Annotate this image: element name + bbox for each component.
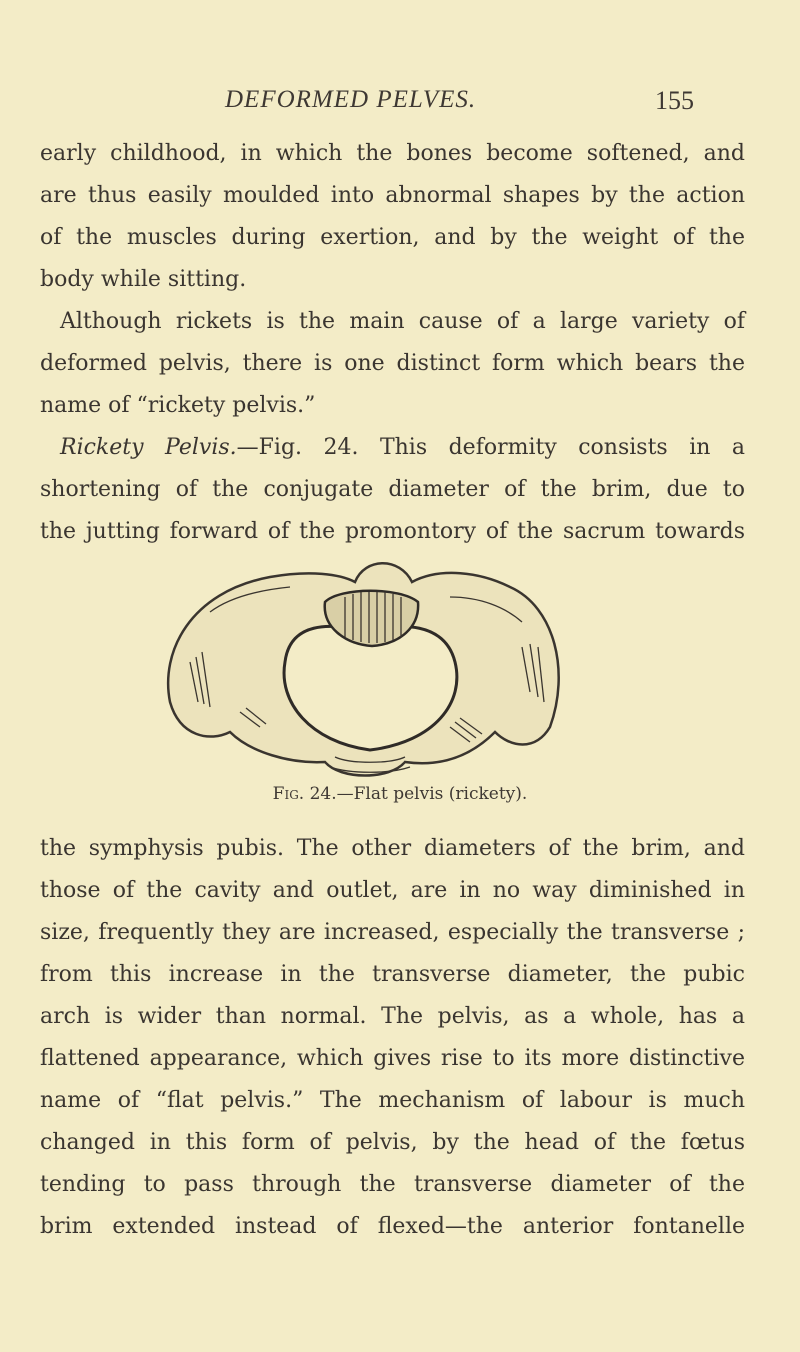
text-line: name of “rickety pelvis.” [40, 393, 316, 418]
text-line: name of “flat pelvis.” The mechanism of labour is much [40, 1088, 745, 1113]
body-text-bottom [40, 828, 745, 1248]
text-line: size, frequently they are increased, especially the transverse ; [40, 920, 745, 945]
pelvis-drawing [150, 552, 580, 782]
text-line [40, 427, 745, 469]
text-line: changed in this form of pelvis, by the head of the fœtus [40, 1130, 745, 1155]
text-line: shortening of the conjugate diameter of the brim, due to [40, 477, 745, 502]
section-heading-rickety-pelvis: Rickety Pelvis. [60, 435, 237, 460]
text-line: are thus easily moulded into abnormal shapes by the action [40, 183, 745, 208]
running-head: DEFORMED PELVES. [225, 86, 477, 113]
flat-pelvis-illustration [150, 552, 580, 782]
figure-label: Fig. 24. [272, 784, 337, 804]
text-line: body while sitting. [40, 267, 247, 292]
text-line: flattened appearance, which gives rise to its more distinctive [40, 1046, 745, 1071]
figure-caption [0, 784, 800, 804]
text-line: early childhood, in which the bones become softened, and [40, 141, 745, 166]
body-text-top [40, 133, 745, 553]
text-line: of the muscles during exertion, and by the weight of the [40, 225, 745, 250]
text-line: tending to pass through the transverse diameter of the [40, 1172, 745, 1197]
text-line: the jutting forward of the promontory of the sacrum towards [40, 519, 745, 544]
text-line: Although rickets is the main cause of a large variety of [60, 309, 745, 334]
figure-caption-text: —Flat pelvis (rickety). [336, 784, 528, 804]
text-line: from this increase in the transverse diameter, the pubic [40, 962, 745, 987]
page-header [0, 86, 800, 118]
text-fragment: —Fig. 24. This deformity consists in a [236, 435, 745, 460]
text-line: those of the cavity and outlet, are in no way diminished in [40, 878, 745, 903]
text-line: brim extended instead of flexed—the anterior fontanelle [40, 1214, 745, 1239]
text-line: the symphysis pubis. The other diameters of the brim, and [40, 836, 745, 861]
page-number: 155 [655, 86, 694, 115]
text-line: deformed pelvis, there is one distinct form which bears the [40, 351, 745, 376]
text-line: arch is wider than normal. The pelvis, as a whole, has a [40, 1004, 745, 1029]
